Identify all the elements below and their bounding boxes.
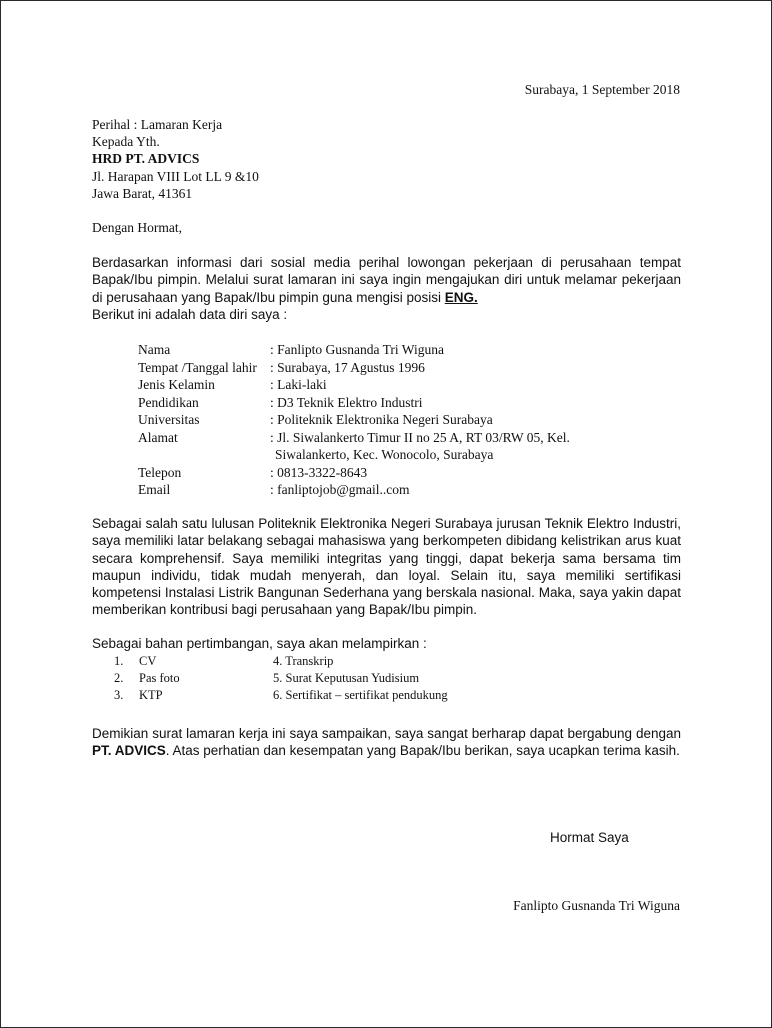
field-value: : Laki-laki xyxy=(270,377,327,392)
field-value: : Jl. Siwalankerto Timur II no 25 A, RT 03/RW 05, Kel. xyxy=(270,429,570,445)
field-value: : D3 Teknik Elektro Industri xyxy=(270,394,423,410)
field-label: Universitas xyxy=(138,412,200,427)
attachment-item: CV xyxy=(139,654,157,668)
personal-data-list xyxy=(138,341,698,501)
recipient-address-line1: Jl. Harapan VIII Lot LL 9 &10 xyxy=(92,169,259,184)
field-label: Pendidikan xyxy=(138,394,199,410)
field-value: : Surabaya, 17 Agustus 1996 xyxy=(270,359,425,375)
field-label: Email xyxy=(138,482,171,497)
letter-date: Surabaya, 1 September 2018 xyxy=(524,82,680,97)
intro-paragraph xyxy=(92,254,681,306)
field-label: Alamat xyxy=(138,429,178,445)
closing-paragraph xyxy=(92,725,681,760)
field-value: : 0813-3322-8643 xyxy=(270,464,368,480)
field-label: Jenis Kelamin xyxy=(138,377,215,392)
field-label: Telepon xyxy=(138,464,182,480)
intro-text: Berdasarkan informasi dari sosial media perihal lowongan pekerjaan di perusahaan tempat Bapak/Ibu pimpin. Melalui surat lamaran ini saya ingin mengajukan diri untuk melamar pekerjaan di perusahaan yang Bapak/Ibu pimpin guna mengisi posisi xyxy=(92,255,681,305)
attachment-item: 4. Transkrip xyxy=(273,654,334,668)
qualification-paragraph: Sebagai salah satu lulusan Politeknik Elektronika Negeri Surabaya jurusan Teknik Elektro Industri, saya memiliki latar belakang sebagai mahasiswa yang berkompeten dibidang kelistrikan arus kuat secara komprehensif. Saya memiliki integritas yang tinggi, dapat bekerja sama bersama tim maupun individu, tidak mudah menyerah, dan loyal. Selain itu, saya memiliki sertifikasi kompetensi Instalasi Listrik Bangunan Sederhana yang berskala nasional. Maka, saya yakin dapat memberikan kontribusi bagi perusahaan yang Bapak/Ibu pimpin. xyxy=(92,516,681,618)
field-value: : Fanlipto Gusnanda Tri Wiguna xyxy=(270,342,444,357)
attachment-number: 2. xyxy=(114,671,124,685)
field-value-continued: Siwalankerto, Kec. Wonocolo, Surabaya xyxy=(275,447,494,462)
recipient-address-line2: Jawa Barat, 41361 xyxy=(92,186,193,201)
attachment-item: KTP xyxy=(139,688,163,702)
field-value: : Politeknik Elektronika Negeri Surabaya xyxy=(270,412,493,427)
attachment-item: 6. Sertifikat – sertifikat pendukung xyxy=(273,688,448,702)
attachment-number: 1. xyxy=(114,654,124,668)
closing-text-start: Demikian surat lamaran kerja ini saya sampaikan, saya sangat berharap dapat bergabung dengan xyxy=(92,726,681,741)
attachment-item: Pas foto xyxy=(139,671,180,685)
attachment-number: 3. xyxy=(114,688,124,702)
personal-data-lead: Berikut ini adalah data diri saya : xyxy=(92,307,288,322)
attachment-item: 5. Surat Keputusan Yudisium xyxy=(273,671,420,685)
attachments-list xyxy=(92,653,612,705)
subject-line: Perihal : Lamaran Kerja xyxy=(92,117,223,132)
field-value: : fanliptojob@gmail..com xyxy=(270,482,410,497)
signature-name: Fanlipto Gusnanda Tri Wiguna xyxy=(513,898,680,913)
greeting: Dengan Hormat, xyxy=(92,220,182,235)
field-label: Nama xyxy=(138,342,171,357)
signoff: Hormat Saya xyxy=(550,830,629,845)
applied-position: ENG. xyxy=(444,289,478,305)
closing-text-end: . Atas perhatian dan kesempatan yang Bapak/Ibu berikan, saya ucapkan terima kasih. xyxy=(165,743,680,759)
recipient-name: HRD PT. ADVICS xyxy=(92,151,200,166)
addressee-label: Kepada Yth. xyxy=(92,134,160,149)
field-label: Tempat /Tanggal lahir xyxy=(138,359,257,375)
attachments-lead: Sebagai bahan pertimbangan, saya akan melampirkan : xyxy=(92,636,427,651)
closing-company: PT. ADVICS xyxy=(92,743,166,759)
